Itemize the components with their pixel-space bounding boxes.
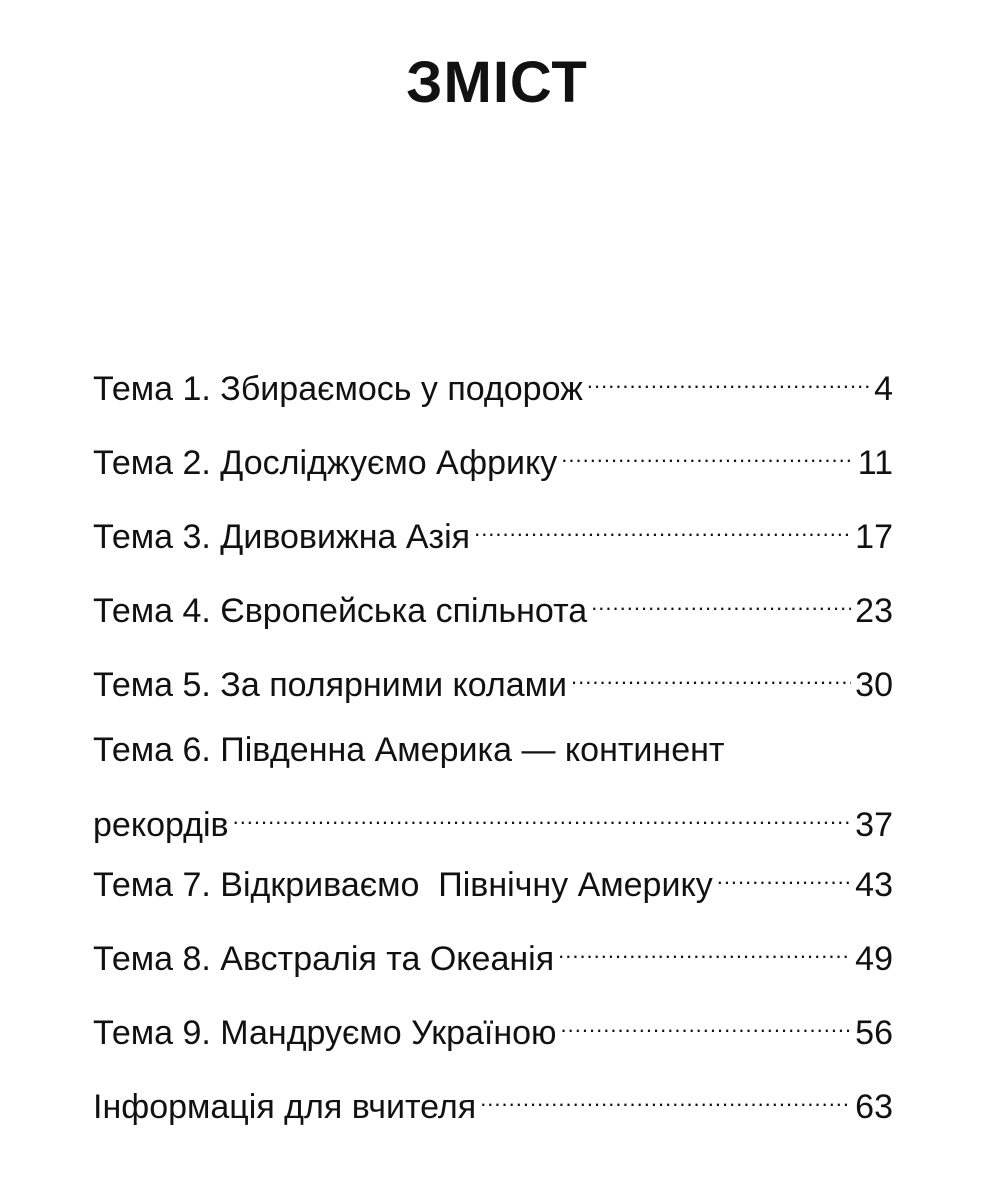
- toc-entry-10[interactable]: [93, 1078, 893, 1127]
- toc-entry-page: 37: [855, 806, 893, 844]
- page-title: ЗМІСТ: [406, 50, 588, 115]
- toc-entry-label: Інформація для вчителя: [93, 1088, 477, 1126]
- toc-entry-label: Тема 9. Мандруємо Україною: [93, 1014, 557, 1052]
- dot-leader: [591, 582, 851, 622]
- toc-entry-9[interactable]: [93, 1004, 893, 1053]
- toc-entry-5[interactable]: [93, 656, 893, 705]
- dot-leader: [561, 434, 853, 474]
- toc-entry-page: 23: [855, 592, 893, 630]
- toc-entry-page: 56: [855, 1014, 893, 1052]
- dot-leader: [480, 1078, 851, 1118]
- toc-entry-6[interactable]: [93, 730, 893, 845]
- toc-entry-4[interactable]: [93, 582, 893, 631]
- toc-entry-label: Тема 7. Відкриваємо Північну Америку: [93, 866, 713, 904]
- toc-entry-7[interactable]: [93, 856, 893, 905]
- toc-entry-label: Тема 4. Європейська спільнота: [93, 592, 588, 630]
- dot-leader: [571, 656, 851, 696]
- toc-entry-label-line1: Тема 6. Південна Америка — континент: [93, 731, 725, 769]
- dot-leader: [561, 1004, 852, 1044]
- toc-entry-2[interactable]: [93, 434, 893, 483]
- dot-leader: [558, 930, 851, 970]
- toc-entry-label: Тема 1. Збираємось у подорож: [93, 370, 583, 408]
- toc-entry-3[interactable]: [93, 508, 893, 557]
- toc-entry-label: Тема 5. За полярними колами: [93, 666, 568, 704]
- toc-entry-page: 4: [874, 370, 893, 408]
- toc-entry-label: Тема 3. Дивовижна Азія: [93, 518, 471, 556]
- dot-leader: [717, 856, 851, 896]
- toc-entry-page: 43: [855, 866, 893, 904]
- toc-entry-8[interactable]: [93, 930, 893, 979]
- toc-entry-page: 11: [857, 444, 893, 482]
- toc-entry-page: 30: [855, 666, 893, 704]
- toc-entry-1[interactable]: [93, 360, 893, 409]
- toc-entry-page: 17: [855, 518, 893, 556]
- dot-leader: [474, 508, 851, 548]
- toc-entry-page: 49: [855, 940, 893, 978]
- toc-entry-label: Тема 2. Досліджуємо Африку: [93, 444, 558, 482]
- toc-entry-label-line2: рекордів: [93, 806, 229, 844]
- toc-entry-label: Тема 8. Австралія та Океанія: [93, 940, 555, 978]
- dot-leader: [587, 360, 870, 400]
- toc-entry-page: 63: [855, 1088, 893, 1126]
- dot-leader: [233, 796, 852, 836]
